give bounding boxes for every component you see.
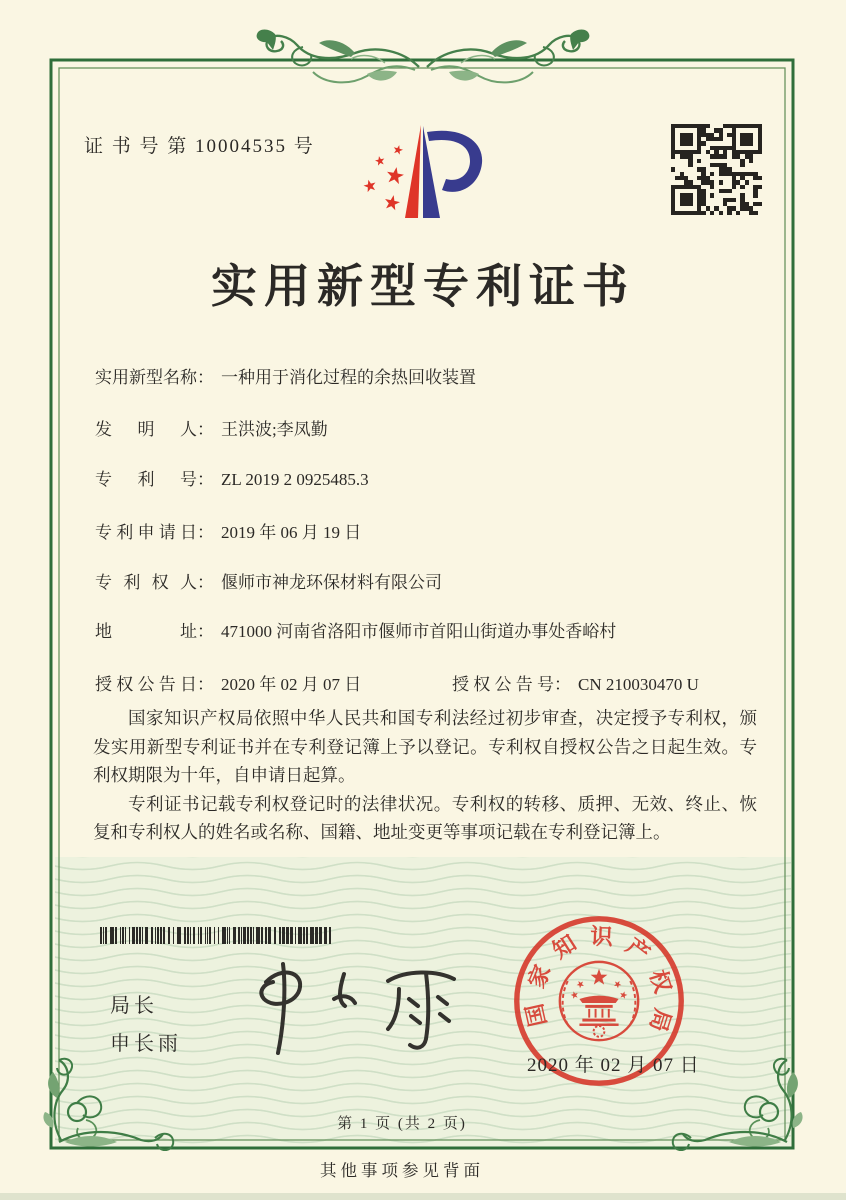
field-value: 2020 年 02 月 07 日	[221, 675, 362, 694]
field-value: ZL 2019 2 0925485.3	[221, 470, 369, 489]
field-colon: ：	[197, 523, 214, 542]
field-label: 专利权人	[95, 573, 197, 592]
cnipa-logo-icon	[357, 118, 487, 225]
seal-text: 国家知识产权局	[521, 923, 676, 1035]
field-colon: ：	[197, 675, 214, 694]
field-row-patentee	[95, 571, 442, 595]
national-emblem-icon	[560, 962, 638, 1040]
director-name: 申长雨	[110, 1033, 182, 1055]
field-colon: ：	[197, 573, 214, 592]
field-colon: ：	[554, 675, 571, 694]
field-row-address	[95, 620, 616, 644]
field-value: 王洪波;李凤勤	[221, 420, 328, 439]
field-colon: ：	[197, 470, 214, 489]
field-row-inventor	[95, 418, 328, 442]
field-label: 授权公告号	[452, 675, 554, 694]
seal-date: 2020 年 02 月 07 日	[527, 1055, 700, 1076]
field-value: 偃师市神龙环保材料有限公司	[221, 573, 442, 592]
field-value: 一种用于消化过程的余热回收装置	[221, 368, 476, 387]
barcode	[100, 927, 334, 944]
field-label: 实用新型名称	[95, 368, 197, 387]
certificate-number: 证 书 号 第 10004535 号	[84, 136, 315, 157]
field-row-name	[95, 366, 476, 390]
field-label: 授权公告日	[95, 675, 197, 694]
legal-paragraph-2: 专利证书记载专利权登记时的法律状况。专利权的转移、质押、无效、终止、恢复和专利权人的姓名或名称、国籍、地址变更等事项记载在专利登记簿上。	[93, 793, 757, 842]
field-row-filing-date	[95, 521, 361, 545]
legal-text	[93, 704, 757, 847]
certificate-title: 实用新型专利证书	[211, 261, 635, 312]
field-label: 地址	[95, 622, 197, 641]
page-number: 第 1 页 (共 2 页)	[337, 1116, 467, 1132]
qr-code	[671, 124, 762, 215]
field-colon: ：	[197, 622, 214, 641]
field-label: 专利申请日	[95, 523, 197, 542]
legal-paragraph-1: 国家知识产权局依照中华人民共和国专利法经过初步审查，决定授予专利权，颁发实用新型专利证书并在专利登记簿上予以登记。专利权自授权公告之日起生效。专利权期限为十年，自申请日起算。	[93, 708, 757, 785]
field-value: 471000 河南省洛阳市偃师市首阳山街道办事处香峪村	[221, 622, 617, 641]
field-colon: ：	[197, 420, 214, 439]
field-value: 2019 年 06 月 19 日	[221, 523, 362, 542]
field-colon: ：	[197, 368, 214, 387]
field-value: CN 210030470 U	[578, 675, 699, 694]
field-label: 专利号	[95, 470, 197, 489]
director-signature	[238, 958, 474, 1062]
field-label: 发明人	[95, 420, 197, 439]
field-row-patent-no	[95, 468, 369, 492]
director-title: 局长	[110, 995, 158, 1017]
field-row-grant-date	[95, 673, 361, 697]
page-bottom-edge	[0, 1193, 846, 1200]
field-row-grant-no	[452, 673, 699, 697]
back-side-note: 其他事项参见背面	[320, 1161, 484, 1180]
